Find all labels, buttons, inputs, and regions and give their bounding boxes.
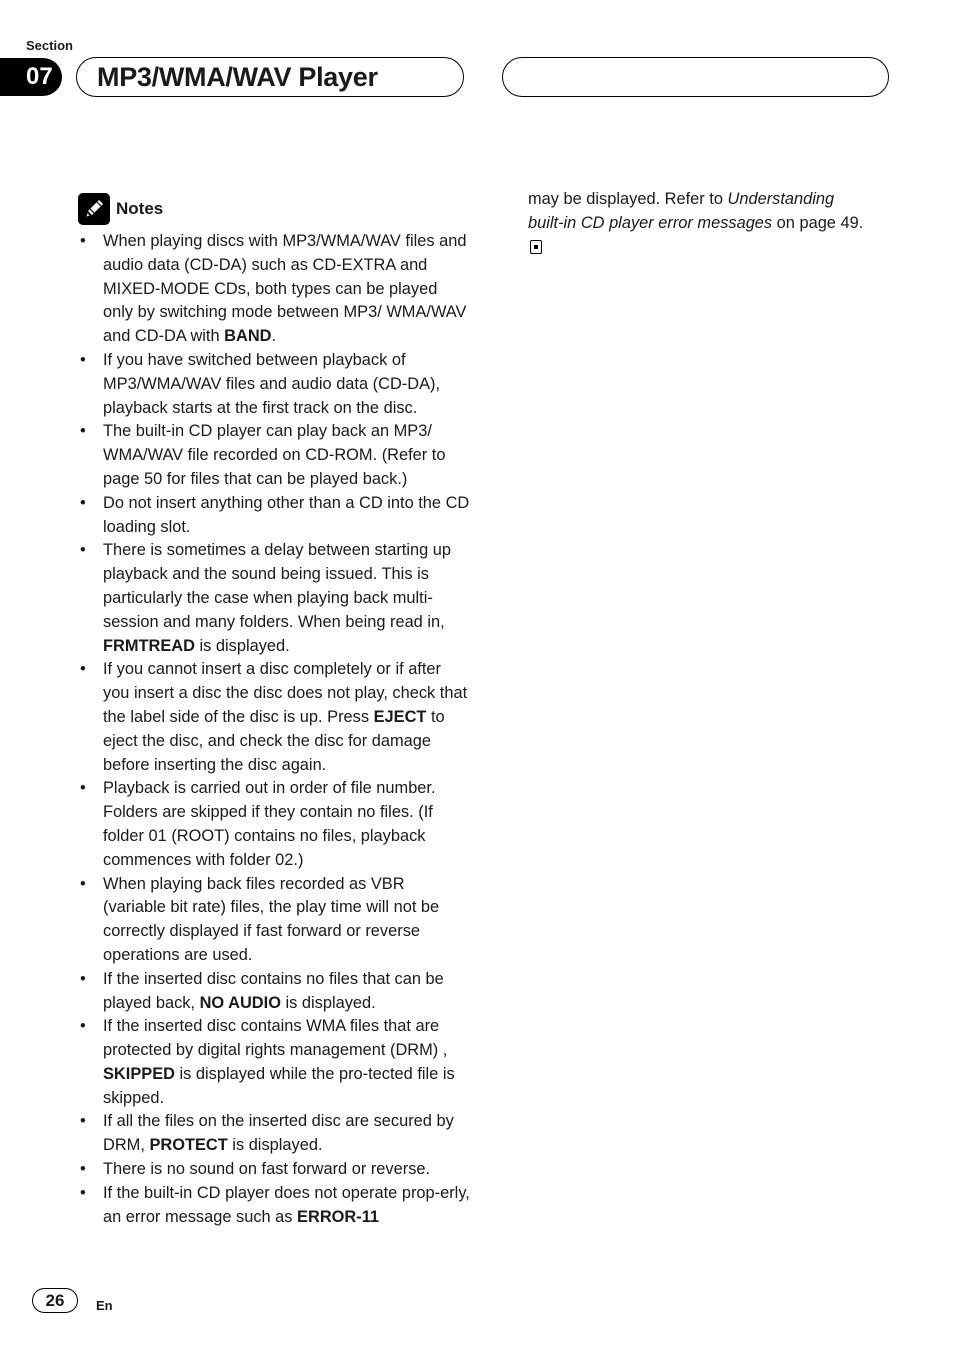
- text-run: .: [271, 327, 277, 346]
- text-run: When playing discs with MP3/WMA/WAV files and audio data (CD-DA) such as CD-EXTRA and MIXED-MODE CDs, both types can be played only by switching mode between MP3/ WMA/WAV and CD-DA with: [103, 232, 467, 346]
- bold-term: BAND: [224, 327, 272, 346]
- text-run: is displayed while the pro-tected file is skipped.: [103, 1064, 455, 1107]
- bold-term: SKIPPED: [103, 1064, 175, 1083]
- language-label: En: [96, 1298, 113, 1313]
- text-run: If you cannot insert a disc completely or if after you insert a disc the disc does not play, check that the label side of the disc is up. Press: [103, 660, 468, 726]
- bold-term: NO AUDIO: [199, 993, 281, 1012]
- text-run: is displayed.: [280, 993, 376, 1012]
- note-item: [78, 1158, 470, 1182]
- text-run: If all the files on the inserted disc are secured by DRM,: [103, 1112, 454, 1155]
- italic-reference: Understanding built-in CD player error messages: [528, 190, 835, 232]
- note-item: [78, 1182, 470, 1230]
- title-box: [76, 57, 464, 97]
- continued-text: [528, 188, 868, 259]
- bold-term: EJECT: [373, 707, 427, 726]
- section-number-tab: 07: [0, 58, 62, 96]
- notes-list: [78, 230, 470, 1229]
- text-run: The built-in CD player can play back an MP3/ WMA/WAV file recorded on CD-ROM. (Refer to page 50 for files that can be played back.): [103, 422, 446, 488]
- text-run: There is no sound on fast forward or reverse.: [103, 1160, 431, 1179]
- text-run: is displayed.: [194, 636, 290, 655]
- text-run: may be displayed. Refer to: [528, 190, 728, 208]
- text-run: to eject the disc, and check the disc for damage before inserting the disc again.: [103, 707, 445, 774]
- text-run: If the built-in CD player does not operate prop-erly, an error message such as: [103, 1183, 470, 1226]
- page-title: MP3/WMA/WAV Player: [97, 61, 378, 92]
- pencil-icon: [78, 193, 110, 225]
- text-run: is displayed.: [227, 1136, 323, 1155]
- bold-term: ERROR-11: [297, 1207, 380, 1226]
- notes-title: Notes: [116, 199, 164, 218]
- text-run: If you have switched between playback of MP3/WMA/WAV files and audio data (CD-DA), playback starts at the first track on the disc.: [103, 350, 441, 417]
- text-run: There is sometimes a delay between starting up playback and the sound being issued. This is particularly the case when playing back multi-session and many folders. When being read in,: [103, 541, 452, 631]
- note-item: [78, 492, 470, 540]
- text-run: When playing back files recorded as VBR (variable bit rate) files, the play time will not be correctly displayed if fast forward or reverse operations are used.: [103, 874, 440, 964]
- header-right-box: [502, 57, 889, 97]
- note-item: [78, 1015, 470, 1110]
- note-item: [78, 658, 470, 777]
- text-run: Playback is carried out in order of file number. Folders are skipped if they contain no files. (If folder 01 (ROOT) contains no files, playback commences with folder 02.): [103, 779, 436, 869]
- section-label: Section: [26, 38, 73, 53]
- stop-square-icon: [530, 240, 542, 254]
- text-run: If the inserted disc contains WMA files that are protected by digital rights management (DRM) ,: [103, 1017, 448, 1060]
- page-number: 26: [32, 1288, 78, 1313]
- note-item: [78, 968, 470, 1016]
- note-item: [78, 539, 470, 658]
- text-run: If the inserted disc contains no files that can be played back,: [103, 969, 444, 1012]
- note-item: [78, 349, 470, 420]
- text-run: on page 49.: [772, 213, 864, 232]
- note-item: [78, 1110, 470, 1158]
- note-item: [78, 777, 470, 872]
- note-item: [78, 873, 470, 968]
- notes-header: [78, 193, 163, 225]
- bold-term: PROTECT: [149, 1136, 228, 1155]
- note-item: [78, 420, 470, 491]
- note-item: [78, 230, 470, 349]
- bold-term: FRMTREAD: [103, 636, 195, 655]
- text-run: Do not insert anything other than a CD into the CD loading slot.: [103, 493, 470, 536]
